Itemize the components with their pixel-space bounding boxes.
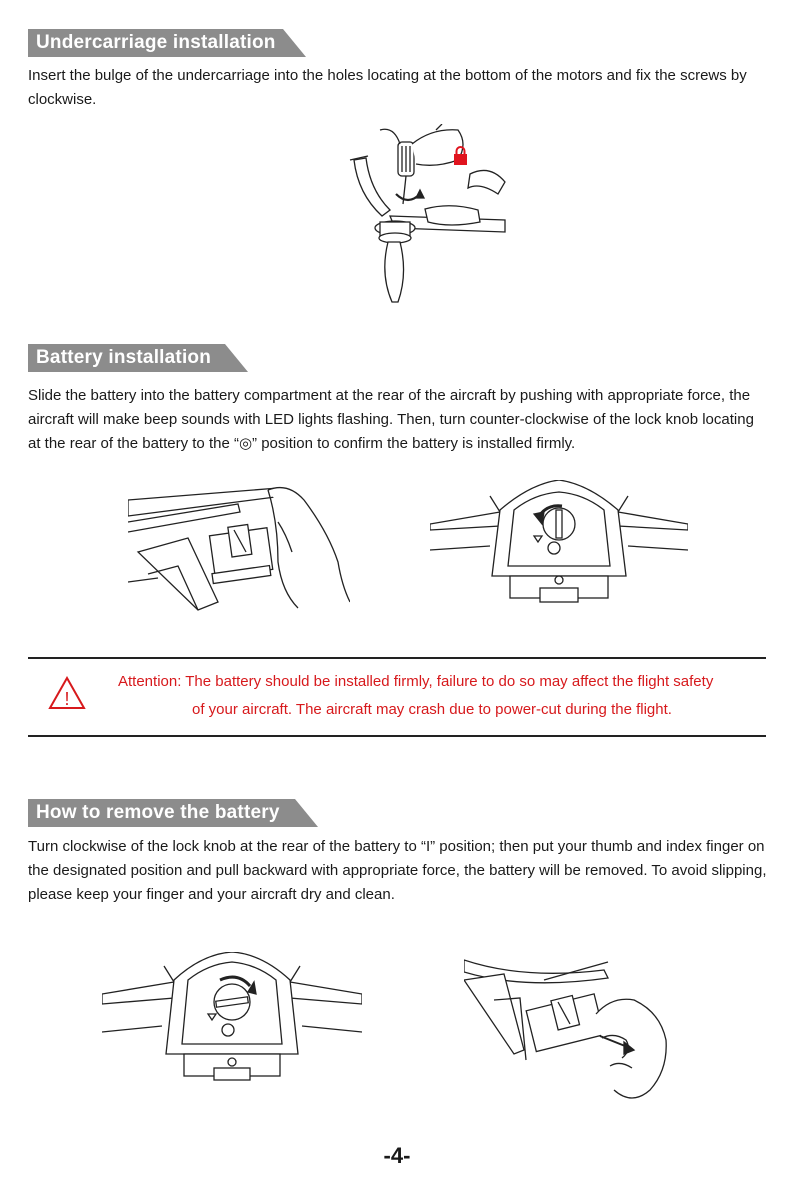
page-number: -4- bbox=[383, 1143, 411, 1168]
undercarriage-text: Insert the bulge of the undercarriage into the holes locating at the bottom of the motors and fix the screws by clockwise. bbox=[28, 67, 747, 108]
battery-insert-illustration bbox=[128, 482, 350, 612]
section-title: How to remove the battery bbox=[36, 802, 280, 823]
attention-top-rule bbox=[28, 657, 766, 659]
battery-remove-illustration bbox=[464, 940, 668, 1108]
svg-text:!: ! bbox=[64, 689, 70, 709]
attention-line-1: Attention: The battery should be installed firmly, failure to do so may affect the flight safety bbox=[118, 673, 714, 690]
undercarriage-illustration bbox=[340, 124, 510, 304]
section-header-undercarriage bbox=[28, 29, 306, 57]
attention-line-2: of your aircraft. The aircraft may crash due to power-cut during the flight. bbox=[192, 701, 672, 718]
attention-note bbox=[118, 668, 768, 724]
battery-unlock-illustration bbox=[102, 952, 362, 1084]
section-header-remove-battery bbox=[28, 799, 318, 827]
warning-triangle-icon bbox=[48, 676, 86, 710]
section-header-battery bbox=[28, 344, 248, 372]
section-title: Battery installation bbox=[36, 347, 212, 368]
remove-battery-text: Turn clockwise of the lock knob at the rear of the battery to “I” position; then put your thumb and index finger on the designated position and pull backward with appropriate force, the battery will be removed. To avoid slipping, please keep your finger and your aircraft dry and clean. bbox=[28, 838, 767, 903]
attention-bottom-rule bbox=[28, 735, 766, 737]
section-title: Undercarriage installation bbox=[36, 32, 276, 53]
battery-text: Slide the battery into the battery compartment at the rear of the aircraft by pushing with appropriate force, the aircraft will make beep sounds with LED lights flashing. Then, turn counter-clockwise of the lock knob locating at the rear of the battery to the “◎” position to confirm the battery is installed firmly. bbox=[28, 387, 754, 452]
battery-lock-illustration bbox=[430, 480, 688, 606]
